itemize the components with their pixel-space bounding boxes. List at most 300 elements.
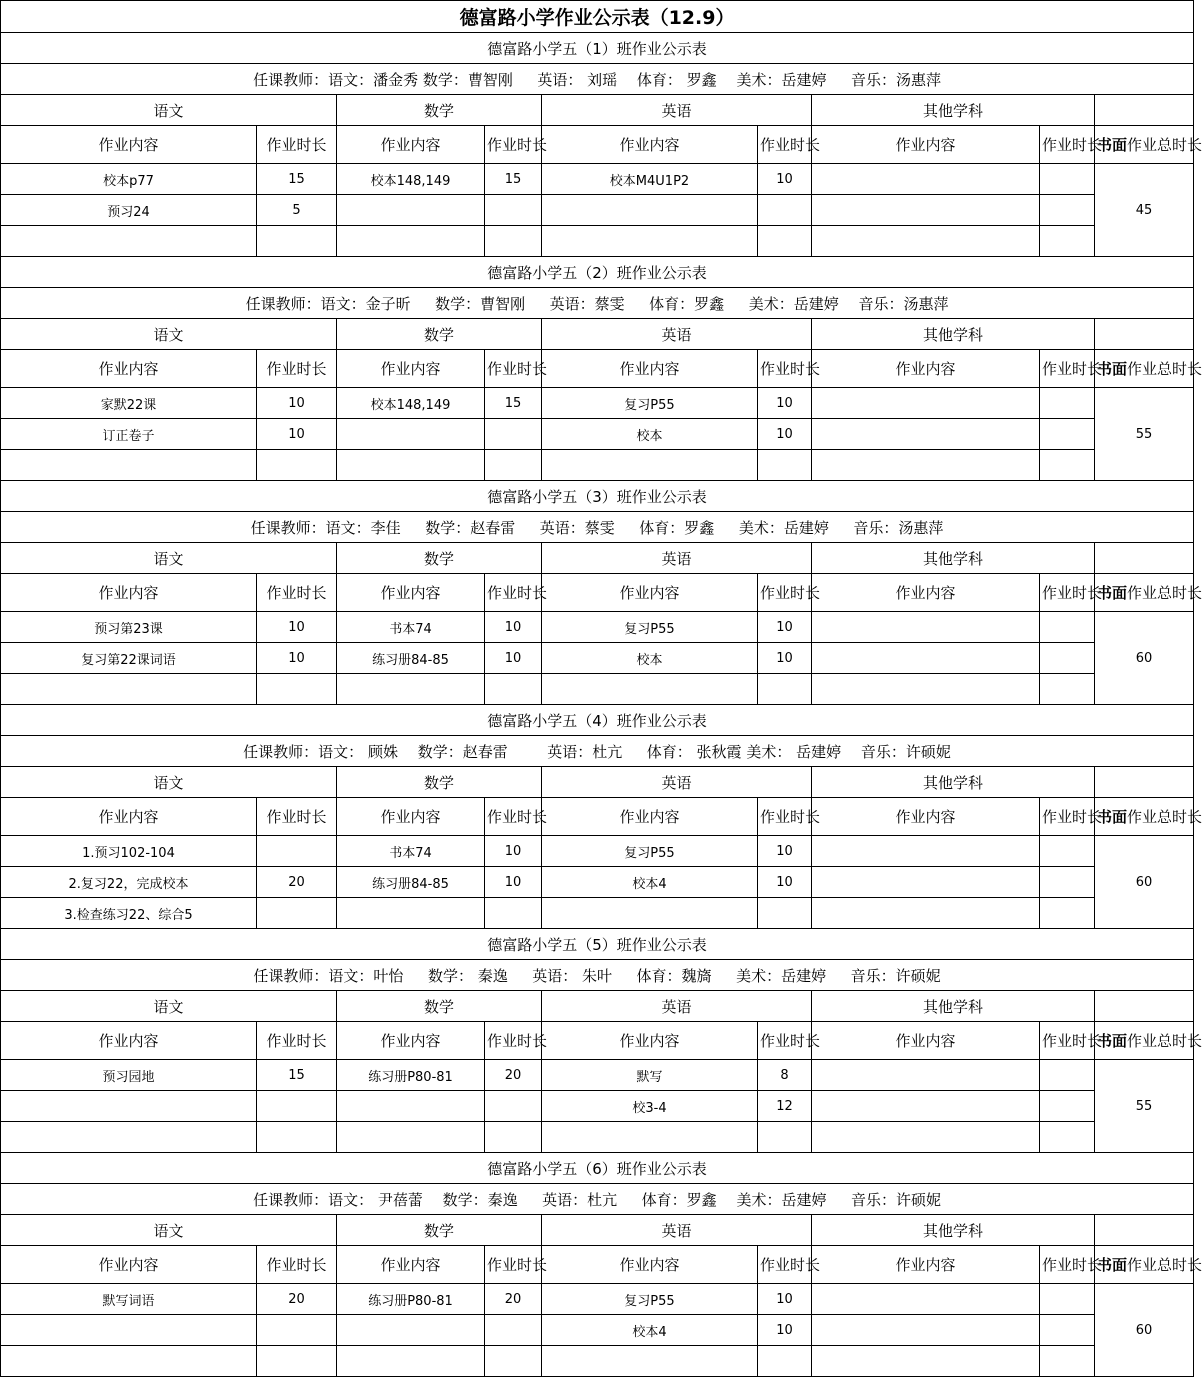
english-content-cell	[542, 450, 758, 481]
subject-math: 数学	[337, 543, 542, 574]
other-duration-cell	[1040, 388, 1095, 419]
english-duration-cell	[758, 450, 812, 481]
header-total-bold: 书面	[1097, 359, 1128, 378]
math-duration-cell	[485, 195, 542, 226]
header-content: 作业内容	[1, 1022, 257, 1060]
chinese-content-cell: 订正卷子	[1, 419, 257, 450]
teachers-row	[1, 64, 1194, 95]
chinese-content-cell	[1, 1315, 257, 1346]
table-row	[1, 164, 1194, 195]
teachers-line: 任课教师：语文： 尹蓓蕾 数学：秦逸 英语：杜亢 体育：罗鑫 美术：岳建婷 音乐：许硕妮	[1, 1184, 1194, 1215]
header-total	[1095, 1022, 1202, 1060]
other-content-cell	[812, 450, 1040, 481]
english-content-cell: 复习P55	[542, 836, 758, 867]
subject-english: 英语	[542, 767, 812, 798]
other-duration-cell	[1040, 1346, 1095, 1377]
english-duration-cell	[758, 226, 812, 257]
teachers-line: 任课教师：语文：金子昕 数学：曹智刚 英语：蔡雯 体育：罗鑫 美术：岳建婷 音乐：汤惠萍	[1, 288, 1194, 319]
header-content: 作业内容	[337, 798, 485, 836]
english-duration-cell	[758, 898, 812, 929]
subject-math: 数学	[337, 319, 542, 350]
chinese-content-cell	[1, 674, 257, 705]
total-duration-cell: 60	[1095, 612, 1194, 705]
header-total-rest: 作业总时长	[1127, 1255, 1202, 1274]
header-total-rest: 作业总时长	[1127, 359, 1202, 378]
subject-other: 其他学科	[812, 767, 1095, 798]
chinese-content-cell: 校本p77	[1, 164, 257, 195]
english-duration-cell: 10	[758, 1284, 812, 1315]
math-content-cell	[337, 419, 485, 450]
header-duration: 作业时长	[758, 798, 812, 836]
total-duration-cell: 55	[1095, 388, 1194, 481]
english-duration-cell: 10	[758, 643, 812, 674]
math-duration-cell: 10	[485, 612, 542, 643]
english-content-cell	[542, 195, 758, 226]
english-duration-cell: 10	[758, 388, 812, 419]
english-content-cell: 复习P55	[542, 1284, 758, 1315]
subject-math: 数学	[337, 95, 542, 126]
english-content-cell	[542, 898, 758, 929]
total-duration-cell: 45	[1095, 164, 1194, 257]
math-duration-cell: 10	[485, 867, 542, 898]
teachers-row	[1, 736, 1194, 767]
header-duration: 作业时长	[485, 350, 542, 388]
math-content-cell	[337, 1122, 485, 1153]
chinese-content-cell	[1, 226, 257, 257]
column-header-row	[1, 574, 1194, 612]
teachers-row	[1, 512, 1194, 543]
math-content-cell: 练习册84-85	[337, 643, 485, 674]
english-content-cell: 校3-4	[542, 1091, 758, 1122]
other-content-cell	[812, 164, 1040, 195]
subject-english: 英语	[542, 95, 812, 126]
subject-english: 英语	[542, 991, 812, 1022]
header-total	[1095, 126, 1202, 164]
other-content-cell	[812, 1122, 1040, 1153]
header-duration: 作业时长	[758, 1022, 812, 1060]
other-duration-cell	[1040, 674, 1095, 705]
other-duration-cell	[1040, 450, 1095, 481]
english-content-cell: 校本M4U1P2	[542, 164, 758, 195]
header-total	[1095, 350, 1202, 388]
subject-blank-cell	[1095, 991, 1194, 1022]
class-header-row	[1, 257, 1194, 288]
total-duration-cell: 60	[1095, 1284, 1194, 1377]
other-content-cell	[812, 643, 1040, 674]
header-content: 作业内容	[1, 574, 257, 612]
other-duration-cell	[1040, 1060, 1095, 1091]
english-content-cell: 复习P55	[542, 388, 758, 419]
header-duration: 作业时长	[758, 1246, 812, 1284]
chinese-duration-cell: 15	[257, 1060, 337, 1091]
subject-english: 英语	[542, 1215, 812, 1246]
other-duration-cell	[1040, 164, 1095, 195]
class-header-row	[1, 1153, 1194, 1184]
table-row	[1, 388, 1194, 419]
header-content: 作业内容	[542, 1246, 758, 1284]
chinese-duration-cell: 10	[257, 388, 337, 419]
column-header-row	[1, 1022, 1194, 1060]
subject-row	[1, 319, 1194, 350]
math-duration-cell: 20	[485, 1060, 542, 1091]
math-duration-cell	[485, 226, 542, 257]
chinese-content-cell	[1, 1122, 257, 1153]
header-content: 作业内容	[337, 1246, 485, 1284]
other-duration-cell	[1040, 1122, 1095, 1153]
other-content-cell	[812, 1060, 1040, 1091]
header-content: 作业内容	[337, 126, 485, 164]
math-content-cell: 练习册84-85	[337, 867, 485, 898]
other-duration-cell	[1040, 836, 1095, 867]
subject-chinese: 语文	[1, 767, 337, 798]
chinese-content-cell	[1, 1091, 257, 1122]
header-content: 作业内容	[812, 126, 1040, 164]
table-row	[1, 1122, 1194, 1153]
english-duration-cell: 10	[758, 419, 812, 450]
subject-blank-cell	[1095, 767, 1194, 798]
math-duration-cell	[485, 450, 542, 481]
other-duration-cell	[1040, 1315, 1095, 1346]
other-content-cell	[812, 674, 1040, 705]
total-duration-cell: 55	[1095, 1060, 1194, 1153]
header-total-rest: 作业总时长	[1127, 583, 1202, 602]
header-duration: 作业时长	[257, 1022, 337, 1060]
header-duration: 作业时长	[1040, 350, 1095, 388]
subject-english: 英语	[542, 319, 812, 350]
subject-chinese: 语文	[1, 543, 337, 574]
table-row	[1, 867, 1194, 898]
table-row	[1, 898, 1194, 929]
english-content-cell: 校本4	[542, 1315, 758, 1346]
teachers-line: 任课教师：语文： 顾姝 数学：赵春雷 英语：杜亢 体育： 张秋霞 美术： 岳建婷 音乐：许硕妮	[1, 736, 1194, 767]
other-content-cell	[812, 1346, 1040, 1377]
subject-blank-cell	[1095, 543, 1194, 574]
header-content: 作业内容	[1, 798, 257, 836]
total-duration-cell: 60	[1095, 836, 1194, 929]
math-content-cell	[337, 450, 485, 481]
other-content-cell	[812, 388, 1040, 419]
subject-other: 其他学科	[812, 991, 1095, 1022]
header-duration: 作业时长	[485, 798, 542, 836]
class-title: 德富路小学五（5）班作业公示表	[1, 929, 1194, 960]
math-content-cell	[337, 226, 485, 257]
math-content-cell: 练习册P80-81	[337, 1060, 485, 1091]
header-content: 作业内容	[1, 126, 257, 164]
english-duration-cell	[758, 195, 812, 226]
header-total-rest: 作业总时长	[1127, 135, 1202, 154]
other-duration-cell	[1040, 226, 1095, 257]
english-content-cell: 校本	[542, 643, 758, 674]
math-content-cell: 校本148,149	[337, 388, 485, 419]
other-content-cell	[812, 226, 1040, 257]
subject-other: 其他学科	[812, 1215, 1095, 1246]
subject-english: 英语	[542, 543, 812, 574]
table-row	[1, 674, 1194, 705]
math-content-cell	[337, 1315, 485, 1346]
chinese-duration-cell: 20	[257, 1284, 337, 1315]
chinese-duration-cell: 10	[257, 612, 337, 643]
header-total	[1095, 574, 1202, 612]
class-header-row	[1, 33, 1194, 64]
header-content: 作业内容	[812, 798, 1040, 836]
math-duration-cell	[485, 674, 542, 705]
math-duration-cell	[485, 1091, 542, 1122]
other-duration-cell	[1040, 419, 1095, 450]
header-content: 作业内容	[1, 1246, 257, 1284]
other-content-cell	[812, 898, 1040, 929]
header-total-bold: 书面	[1097, 135, 1128, 154]
english-content-cell	[542, 674, 758, 705]
other-content-cell	[812, 1315, 1040, 1346]
header-content: 作业内容	[812, 350, 1040, 388]
chinese-duration-cell	[257, 1091, 337, 1122]
english-content-cell	[542, 1122, 758, 1153]
chinese-content-cell	[1, 450, 257, 481]
chinese-content-cell: 默写词语	[1, 1284, 257, 1315]
header-duration: 作业时长	[1040, 126, 1095, 164]
chinese-content-cell	[1, 1346, 257, 1377]
header-total-bold: 书面	[1097, 1255, 1128, 1274]
header-total-bold: 书面	[1097, 807, 1128, 826]
math-duration-cell	[485, 419, 542, 450]
column-header-row	[1, 126, 1194, 164]
header-duration: 作业时长	[257, 574, 337, 612]
math-duration-cell	[485, 898, 542, 929]
other-duration-cell	[1040, 867, 1095, 898]
header-content: 作业内容	[542, 1022, 758, 1060]
english-content-cell: 复习P55	[542, 612, 758, 643]
english-duration-cell: 8	[758, 1060, 812, 1091]
class-title: 德富路小学五（3）班作业公示表	[1, 481, 1194, 512]
other-content-cell	[812, 1284, 1040, 1315]
subject-row	[1, 543, 1194, 574]
teachers-row	[1, 288, 1194, 319]
table-row	[1, 1315, 1194, 1346]
subject-row	[1, 767, 1194, 798]
chinese-duration-cell	[257, 1315, 337, 1346]
english-duration-cell: 10	[758, 164, 812, 195]
class-header-row	[1, 929, 1194, 960]
table-row	[1, 226, 1194, 257]
header-duration: 作业时长	[485, 126, 542, 164]
table-row	[1, 1346, 1194, 1377]
header-duration: 作业时长	[257, 1246, 337, 1284]
english-duration-cell	[758, 674, 812, 705]
english-duration-cell	[758, 1122, 812, 1153]
subject-chinese: 语文	[1, 1215, 337, 1246]
subject-other: 其他学科	[812, 95, 1095, 126]
subject-other: 其他学科	[812, 319, 1095, 350]
chinese-content-cell: 1.预习102-104	[1, 836, 257, 867]
other-duration-cell	[1040, 195, 1095, 226]
subject-row	[1, 991, 1194, 1022]
english-duration-cell: 10	[758, 612, 812, 643]
subject-blank-cell	[1095, 319, 1194, 350]
chinese-duration-cell: 10	[257, 419, 337, 450]
chinese-content-cell: 预习第23课	[1, 612, 257, 643]
english-content-cell	[542, 226, 758, 257]
chinese-duration-cell: 10	[257, 643, 337, 674]
chinese-duration-cell: 5	[257, 195, 337, 226]
header-duration: 作业时长	[485, 1022, 542, 1060]
subject-chinese: 语文	[1, 319, 337, 350]
header-duration: 作业时长	[257, 798, 337, 836]
header-content: 作业内容	[542, 350, 758, 388]
chinese-duration-cell	[257, 226, 337, 257]
header-duration: 作业时长	[257, 350, 337, 388]
header-duration: 作业时长	[758, 350, 812, 388]
header-total	[1095, 798, 1202, 836]
math-content-cell: 书本74	[337, 612, 485, 643]
math-duration-cell: 20	[485, 1284, 542, 1315]
math-content-cell	[337, 1346, 485, 1377]
chinese-duration-cell	[257, 898, 337, 929]
class-title: 德富路小学五（6）班作业公示表	[1, 1153, 1194, 1184]
chinese-duration-cell	[257, 836, 337, 867]
header-duration: 作业时长	[485, 574, 542, 612]
english-content-cell	[542, 1346, 758, 1377]
subject-other: 其他学科	[812, 543, 1095, 574]
subject-math: 数学	[337, 767, 542, 798]
column-header-row	[1, 350, 1194, 388]
english-duration-cell: 10	[758, 1315, 812, 1346]
math-content-cell: 练习册P80-81	[337, 1284, 485, 1315]
header-content: 作业内容	[812, 574, 1040, 612]
chinese-content-cell: 复习第22课词语	[1, 643, 257, 674]
other-duration-cell	[1040, 898, 1095, 929]
other-duration-cell	[1040, 643, 1095, 674]
table-row	[1, 1284, 1194, 1315]
subject-math: 数学	[337, 1215, 542, 1246]
teachers-row	[1, 960, 1194, 991]
table-row	[1, 419, 1194, 450]
english-content-cell: 默写	[542, 1060, 758, 1091]
subject-math: 数学	[337, 991, 542, 1022]
class-title: 德富路小学五（4）班作业公示表	[1, 705, 1194, 736]
header-duration: 作业时长	[1040, 798, 1095, 836]
chinese-duration-cell: 15	[257, 164, 337, 195]
header-duration: 作业时长	[758, 574, 812, 612]
header-content: 作业内容	[542, 798, 758, 836]
chinese-content-cell: 3.检查练习22、综合5	[1, 898, 257, 929]
math-duration-cell: 10	[485, 643, 542, 674]
chinese-duration-cell	[257, 1122, 337, 1153]
header-content: 作业内容	[542, 126, 758, 164]
table-row	[1, 612, 1194, 643]
other-content-cell	[812, 867, 1040, 898]
header-duration: 作业时长	[485, 1246, 542, 1284]
chinese-duration-cell	[257, 1346, 337, 1377]
header-content: 作业内容	[337, 1022, 485, 1060]
table-row	[1, 195, 1194, 226]
table-row	[1, 1091, 1194, 1122]
header-content: 作业内容	[542, 574, 758, 612]
other-duration-cell	[1040, 612, 1095, 643]
header-total-rest: 作业总时长	[1127, 1031, 1202, 1050]
header-total-rest: 作业总时长	[1127, 807, 1202, 826]
class-title: 德富路小学五（2）班作业公示表	[1, 257, 1194, 288]
math-duration-cell: 15	[485, 164, 542, 195]
math-content-cell	[337, 674, 485, 705]
other-content-cell	[812, 1091, 1040, 1122]
math-duration-cell	[485, 1315, 542, 1346]
subject-chinese: 语文	[1, 95, 337, 126]
table-row	[1, 643, 1194, 674]
chinese-content-cell: 2.复习22，完成校本	[1, 867, 257, 898]
other-duration-cell	[1040, 1091, 1095, 1122]
english-content-cell: 校本	[542, 419, 758, 450]
teachers-line: 任课教师：语文：叶怡 数学： 秦逸 英语： 朱叶 体育：魏旖 美术：岳建婷 音乐：许硕妮	[1, 960, 1194, 991]
header-total-bold: 书面	[1097, 583, 1128, 602]
header-content: 作业内容	[337, 574, 485, 612]
math-duration-cell	[485, 1346, 542, 1377]
subject-blank-cell	[1095, 95, 1194, 126]
chinese-content-cell: 家默22课	[1, 388, 257, 419]
teachers-row	[1, 1184, 1194, 1215]
header-total	[1095, 1246, 1202, 1284]
english-content-cell: 校本4	[542, 867, 758, 898]
table-row	[1, 450, 1194, 481]
math-content-cell	[337, 195, 485, 226]
header-duration: 作业时长	[257, 126, 337, 164]
header-duration: 作业时长	[1040, 1246, 1095, 1284]
teachers-line: 任课教师：语文：潘金秀 数学：曹智刚 英语： 刘瑶 体育： 罗鑫 美术：岳建婷 音乐：汤惠萍	[1, 64, 1194, 95]
column-header-row	[1, 1246, 1194, 1284]
header-duration: 作业时长	[1040, 1022, 1095, 1060]
english-duration-cell: 10	[758, 836, 812, 867]
english-duration-cell: 12	[758, 1091, 812, 1122]
math-content-cell: 书本74	[337, 836, 485, 867]
header-content: 作业内容	[812, 1246, 1040, 1284]
chinese-duration-cell	[257, 674, 337, 705]
class-header-row	[1, 481, 1194, 512]
table-row	[1, 836, 1194, 867]
subject-blank-cell	[1095, 1215, 1194, 1246]
chinese-duration-cell: 20	[257, 867, 337, 898]
math-duration-cell: 15	[485, 388, 542, 419]
class-title: 德富路小学五（1）班作业公示表	[1, 33, 1194, 64]
math-duration-cell: 10	[485, 836, 542, 867]
other-content-cell	[812, 836, 1040, 867]
english-duration-cell: 10	[758, 867, 812, 898]
english-duration-cell	[758, 1346, 812, 1377]
header-total-bold: 书面	[1097, 1031, 1128, 1050]
header-duration: 作业时长	[758, 126, 812, 164]
header-content: 作业内容	[812, 1022, 1040, 1060]
column-header-row	[1, 798, 1194, 836]
header-content: 作业内容	[1, 350, 257, 388]
class-header-row	[1, 705, 1194, 736]
other-duration-cell	[1040, 1284, 1095, 1315]
subject-row	[1, 95, 1194, 126]
page-title: 德富路小学作业公示表（12.9）	[1, 1, 1194, 33]
table-row	[1, 1060, 1194, 1091]
subject-row	[1, 1215, 1194, 1246]
math-duration-cell	[485, 1122, 542, 1153]
math-content-cell	[337, 898, 485, 929]
header-content: 作业内容	[337, 350, 485, 388]
subject-chinese: 语文	[1, 991, 337, 1022]
header-duration: 作业时长	[1040, 574, 1095, 612]
chinese-content-cell: 预习24	[1, 195, 257, 226]
math-content-cell: 校本148,149	[337, 164, 485, 195]
other-content-cell	[812, 195, 1040, 226]
chinese-content-cell: 预习园地	[1, 1060, 257, 1091]
teachers-line: 任课教师：语文：李佳 数学：赵春雷 英语：蔡雯 体育：罗鑫 美术：岳建婷 音乐：汤惠萍	[1, 512, 1194, 543]
chinese-duration-cell	[257, 450, 337, 481]
math-content-cell	[337, 1091, 485, 1122]
other-content-cell	[812, 612, 1040, 643]
